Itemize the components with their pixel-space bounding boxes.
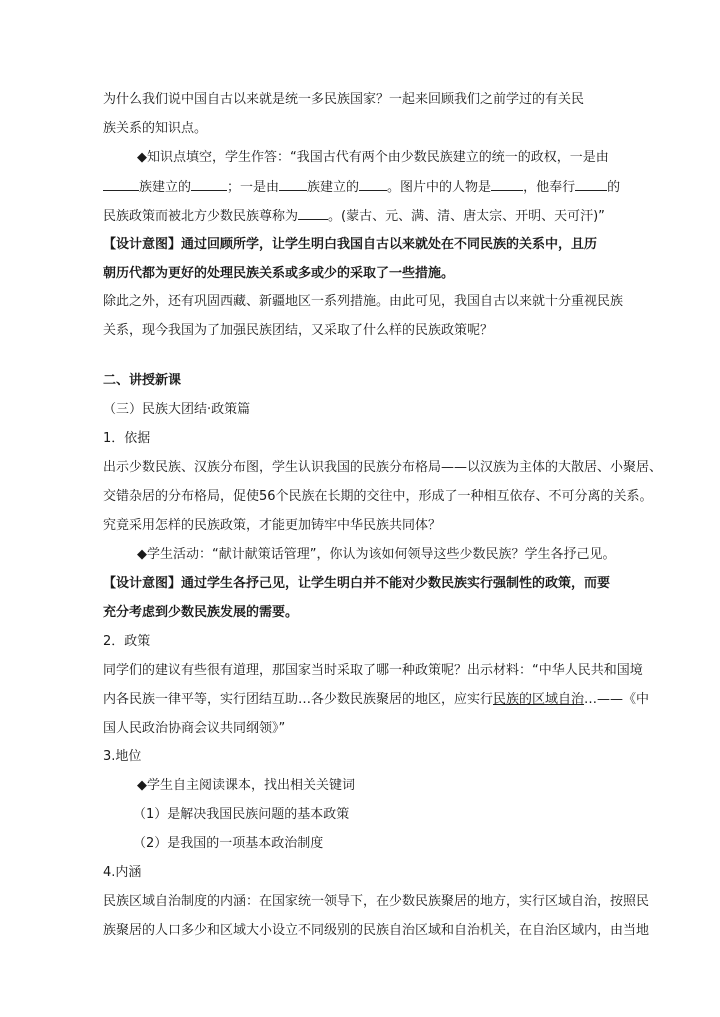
quote-line: 内各民族一律平等，实行团结互助…各少数民族聚居的地区，应实行民族的区域自治…——《中 bbox=[103, 692, 650, 707]
answer-blank bbox=[575, 177, 607, 191]
item-heading: 2．政策 bbox=[103, 634, 151, 649]
paragraph-line: 族关系的知识点。 bbox=[103, 121, 208, 136]
list-item: （2）是我国的一项基本政治制度 bbox=[133, 836, 324, 851]
student-activity: ◆学生自主阅读课本，找出相关关键词 bbox=[137, 778, 355, 793]
fill-in-line-2: 民族政策而被北方少数民族尊称为 。(蒙古、元、满、清、唐太宗、开明、天可汗)” bbox=[103, 206, 605, 227]
design-intent-line: 【设计意图】通过回顾所学，让学生明白我国自古以来就处在不同民族的关系中，且历 bbox=[103, 237, 598, 252]
paragraph-line: 为什么我们说中国自古以来就是统一多民族国家？一起来回顾我们之前学过的有关民 bbox=[103, 92, 585, 107]
design-intent-line: 充分考虑到少数民族发展的需要。 bbox=[103, 605, 299, 620]
answer-blank bbox=[103, 177, 139, 191]
paragraph-line: 族聚居的人口多少和区域大小设立不同级别的民族自治区域和自治机关，在自治区域内，由当地 bbox=[103, 923, 650, 938]
list-item: （1）是解决我国民族问题的基本政策 bbox=[133, 807, 350, 822]
paragraph-line: 民族区域自治制度的内涵：在国家统一领导下，在少数民族聚居的地方，实行区域自治，按照民 bbox=[103, 894, 650, 909]
item-heading: 3.地位 bbox=[103, 749, 142, 764]
fill-in-exercise-intro: ◆知识点填空，学生作答：“我国古代有两个由少数民族建立的统一的政权，一是由 bbox=[137, 150, 609, 165]
item-heading: 1．依据 bbox=[103, 431, 151, 446]
paragraph-line: 究竟采用怎样的民族政策，才能更加铸牢中华民族共同体？ bbox=[103, 518, 442, 533]
subsection-heading: （三）民族大团结·政策篇 bbox=[103, 402, 251, 417]
answer-blank bbox=[279, 177, 307, 191]
design-intent-line: 【设计意图】通过学生各抒己见，让学生明白并不能对少数民族实行强制性的政策，而要 bbox=[103, 576, 611, 591]
paragraph-line: 除此之外，还有巩固西藏、新疆地区一系列措施。由此可见，我国自古以来就十分重视民族 bbox=[103, 294, 624, 309]
answer-blank bbox=[191, 177, 227, 191]
item-heading: 4.内涵 bbox=[103, 865, 142, 880]
fill-in-line-1: 族建立的 ；一是由 族建立的 。图片中的人物是 ，他奉行 的 bbox=[103, 177, 620, 198]
paragraph-line: 同学们的建议有些很有道理，那国家当时采取了哪一种政策呢？出示材料：“中华人民共和国境 bbox=[103, 663, 643, 678]
answer-blank bbox=[298, 206, 328, 220]
answer-blank bbox=[491, 177, 523, 191]
paragraph-line: 国人民政治协商会议共同纲领》” bbox=[103, 721, 286, 736]
underlined-term: 民族的区域自治 bbox=[493, 692, 585, 707]
paragraph-line: 关系，现今我国为了加强民族团结，又采取了什么样的民族政策呢？ bbox=[103, 323, 494, 338]
answer-blank bbox=[359, 177, 387, 191]
student-activity: ◆学生活动：“献计献策话管理”，你认为该如何领导这些少数民族？学生各抒己见。 bbox=[137, 547, 616, 562]
design-intent-line: 朝历代都为更好的处理民族关系或多或少的采取了一些措施。 bbox=[103, 266, 455, 281]
section-heading: 二、讲授新课 bbox=[103, 373, 182, 388]
paragraph-line: 出示少数民族、汉族分布图，学生认识我国的民族分布格局——以汉族为主体的大散居、小聚居、 bbox=[103, 460, 663, 475]
paragraph-line: 交错杂居的分布格局，促使56个民族在长期的交往中，形成了一种相互依存、不可分离的关系。 bbox=[103, 489, 653, 504]
